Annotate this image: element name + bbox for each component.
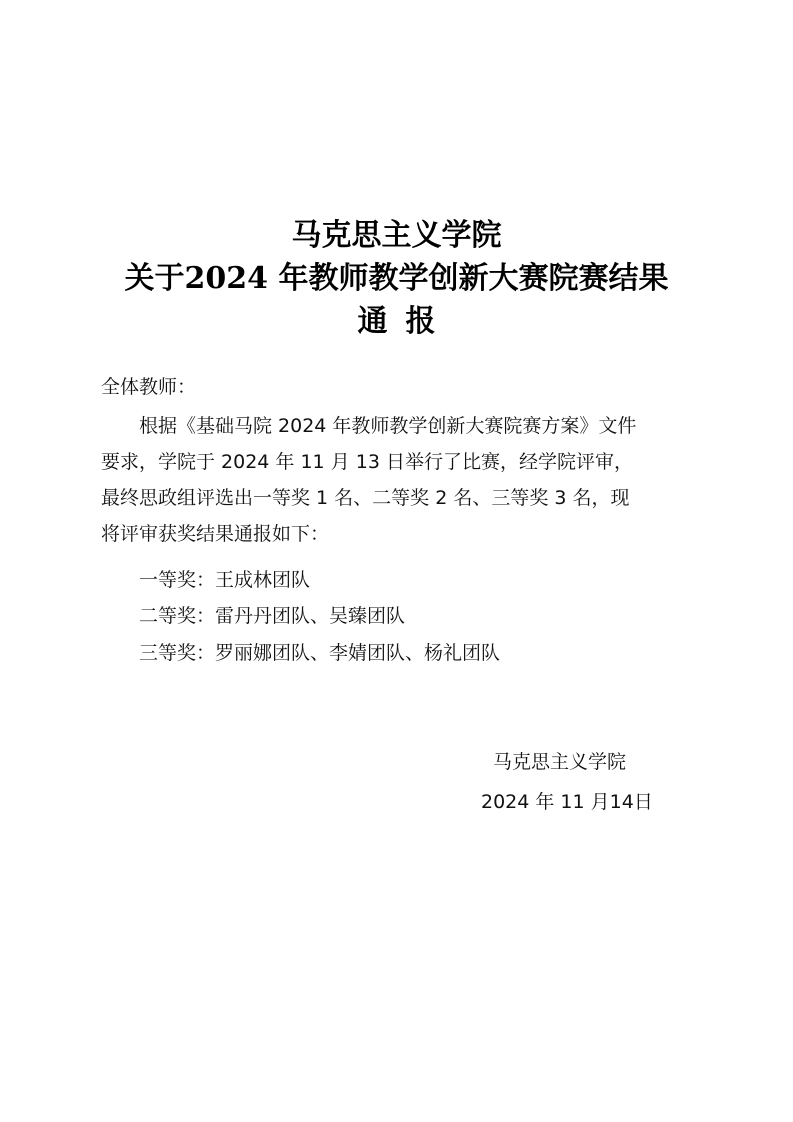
award-second-prize: 二等奖：雷丹丹团队、吴臻团队 (139, 605, 406, 627)
body-line-4: 将评审获奖结果通报如下： (101, 523, 330, 545)
title-line-subject: 关于2024 年教师教学创新大赛院赛结果 (124, 261, 669, 296)
award-third-prize: 三等奖：罗丽娜团队、李婧团队、杨礼团队 (139, 642, 501, 664)
award-first-prize: 一等奖：王成林团队 (139, 569, 311, 591)
signature-date: 2024 年 11 月14日 (481, 791, 653, 813)
salutation: 全体教师： (101, 376, 197, 398)
body-paragraph (101, 408, 701, 552)
document-title (0, 214, 793, 343)
body-line-2: 要求，学院于 2024 年 11 月 13 日举行了比赛，经学院评审， (101, 451, 633, 473)
signature-org: 马克思主义学院 (493, 751, 627, 773)
title-line-org: 马克思主义学院 (291, 218, 502, 253)
title-line-type: 通报 (357, 304, 454, 339)
body-line-3: 最终思政组评选出一等奖 1 名、二等奖 2 名、三等奖 3 名，现 (101, 487, 630, 509)
body-line-1: 根据《基础马院 2024 年教师教学创新大赛院赛方案》文件 (139, 415, 637, 437)
